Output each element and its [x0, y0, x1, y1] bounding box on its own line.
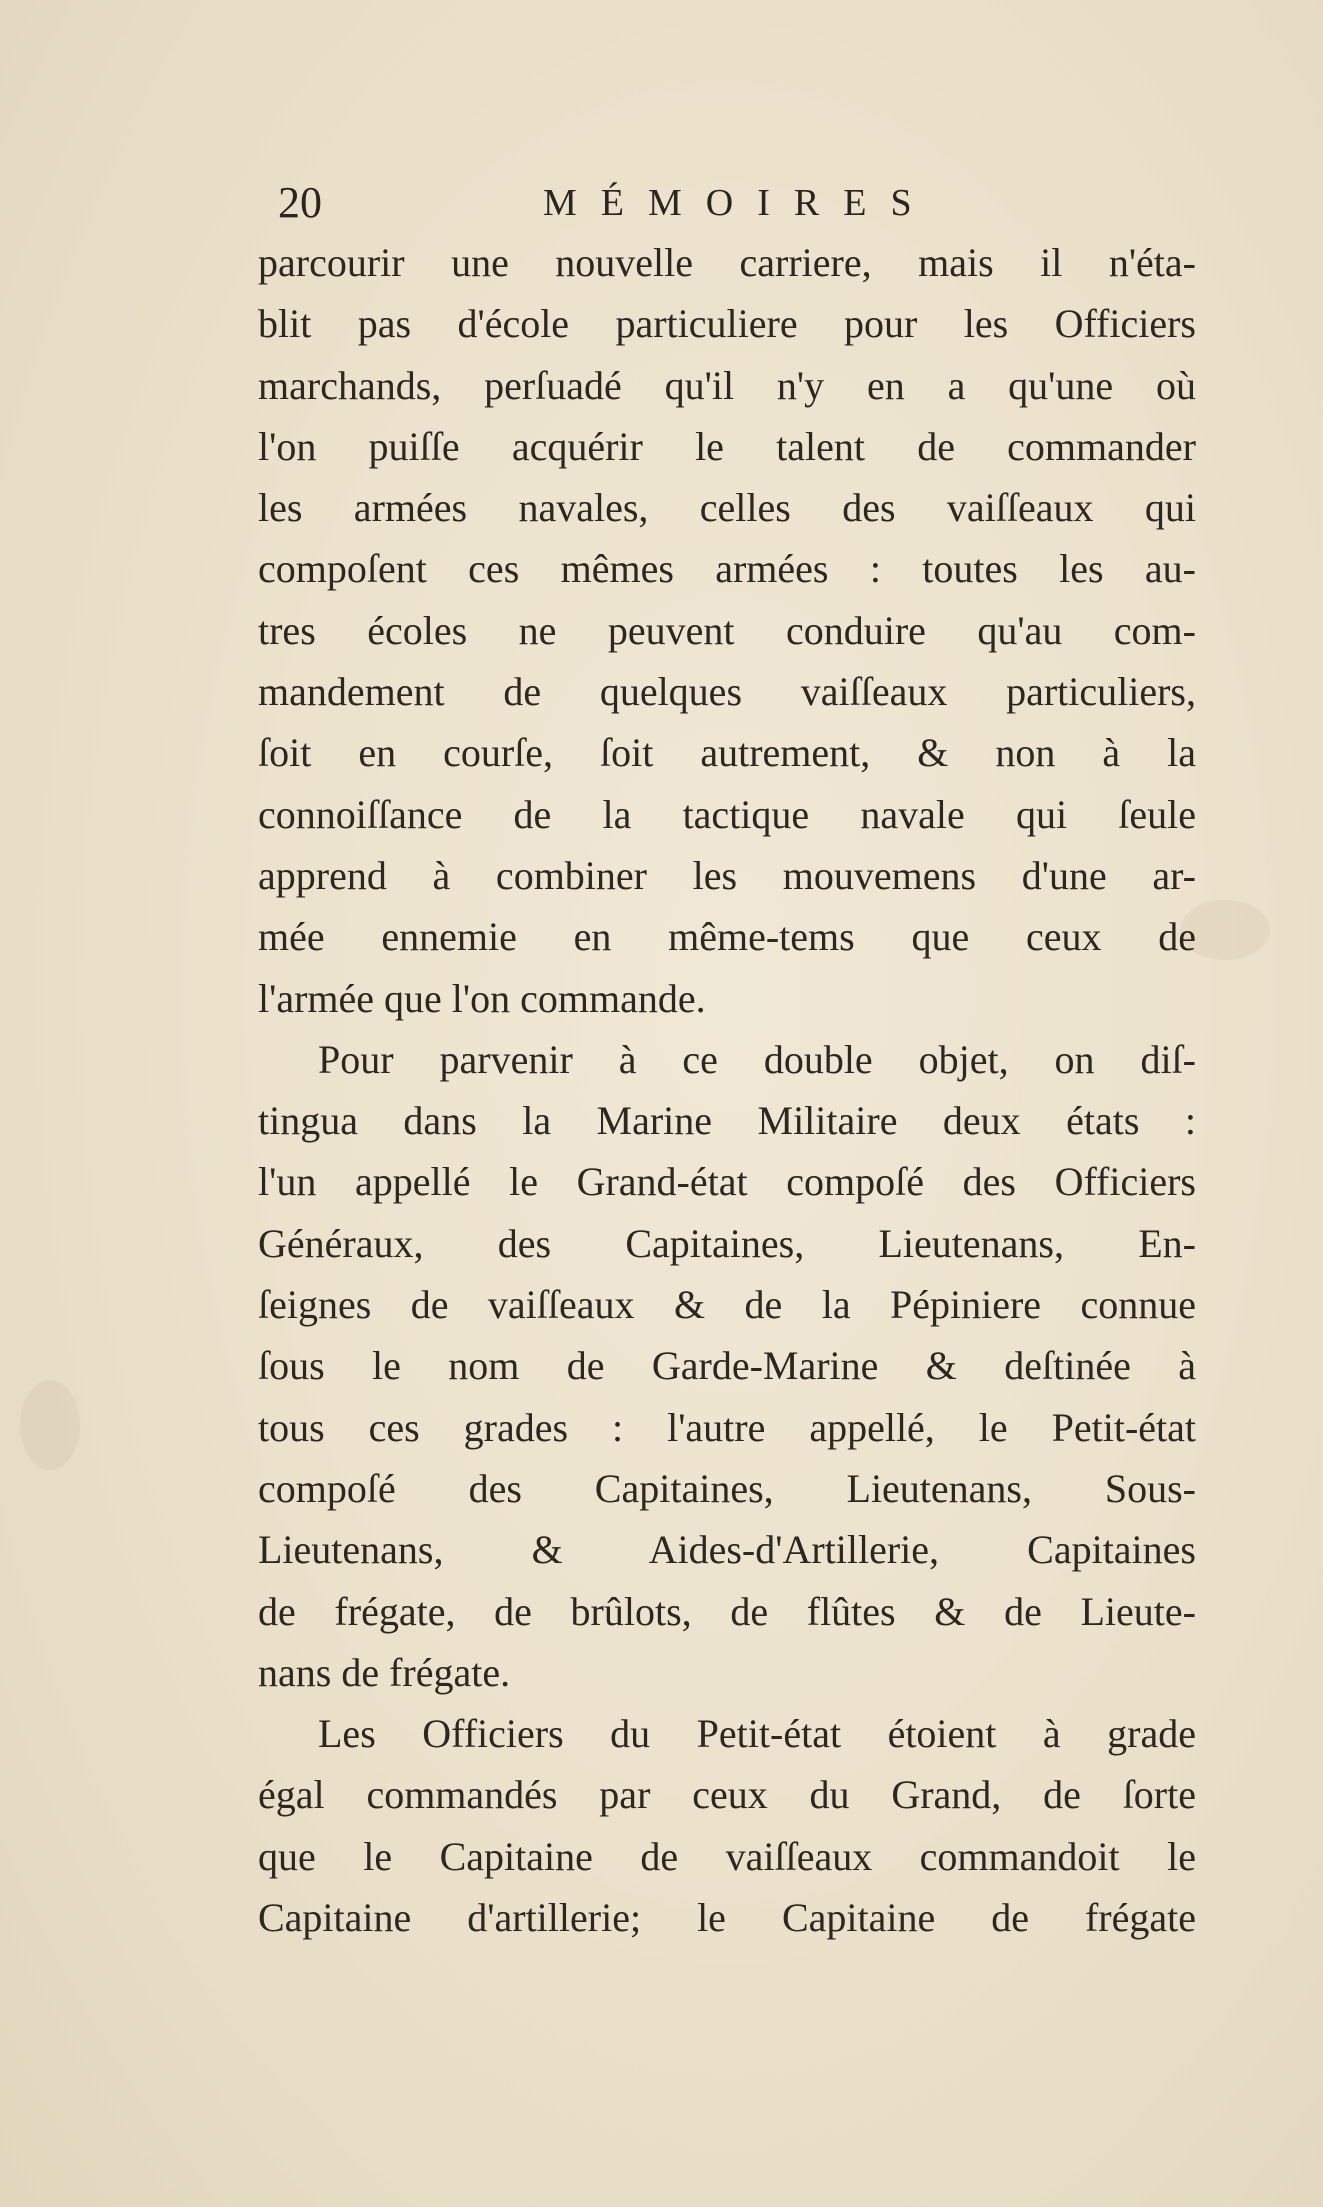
- page-number: 20: [278, 178, 322, 227]
- text-line: l'on puiſſe acquérir le talent de commander: [258, 423, 1196, 469]
- paper-stain: [20, 1380, 80, 1470]
- text-line: l'armée que l'on commande.: [258, 975, 706, 1021]
- text-line: compoſé des Capitaines, Lieutenans, Sous-: [258, 1465, 1196, 1511]
- text-line: ſoit en courſe, ſoit autrement, & non à la: [258, 730, 1196, 776]
- text-line: tingua dans la Marine Militaire deux états :: [258, 1098, 1196, 1144]
- text-line: ſous le nom de Garde-Marine & deſtinée à: [258, 1343, 1196, 1389]
- text-line: marchands, perſuadé qu'il n'y en a qu'une où: [258, 362, 1196, 408]
- paragraph-first-line: Pour parvenir à ce double objet, on diſ-: [318, 1036, 1196, 1082]
- text-line: que le Capitaine de vaiſſeaux commandoit le: [258, 1833, 1196, 1879]
- paragraph-first-line: Les Officiers du Petit-état étoient à grade: [318, 1711, 1196, 1757]
- text-line: connoiſſance de la tactique navale qui ſeule: [258, 791, 1196, 837]
- text-line: compoſent ces mêmes armées : toutes les au-: [258, 546, 1196, 592]
- text-line: mée ennemie en même-tems que ceux de: [258, 914, 1196, 960]
- running-header: [278, 168, 1178, 238]
- text-line: tres écoles ne peuvent conduire qu'au com-: [258, 607, 1196, 653]
- text-line: parcourir une nouvelle carriere, mais il n'éta-: [258, 240, 1196, 285]
- text-line: ſeignes de vaiſſeaux & de la Pépiniere connue: [258, 1282, 1196, 1328]
- text-line: de frégate, de brûlots, de flûtes & de Lieute-: [258, 1588, 1196, 1634]
- text-line: Généraux, des Capitaines, Lieutenans, En-: [258, 1220, 1196, 1266]
- body-text: [258, 232, 1196, 1948]
- text-line: tous ces grades : l'autre appellé, le Petit-état: [258, 1404, 1196, 1450]
- text-line: mandement de quelques vaiſſeaux particuliers,: [258, 669, 1196, 715]
- text-line: Capitaine d'artillerie; le Capitaine de frégate: [258, 1895, 1196, 1941]
- text-line: nans de frégate.: [258, 1649, 511, 1695]
- text-line: blit pas d'école particuliere pour les Officiers: [258, 301, 1196, 347]
- text-line: les armées navales, celles des vaiſſeaux qui: [258, 485, 1196, 531]
- text-line: l'un appellé le Grand-état compoſé des Officiers: [258, 1159, 1196, 1205]
- text-line: apprend à combiner les mouvemens d'une ar-: [258, 852, 1196, 898]
- text-line: Lieutenans, & Aides-d'Artillerie, Capitaines: [258, 1527, 1196, 1573]
- text-line: égal commandés par ceux du Grand, de ſorte: [258, 1772, 1196, 1818]
- running-title: MÉMOIRES: [543, 182, 936, 224]
